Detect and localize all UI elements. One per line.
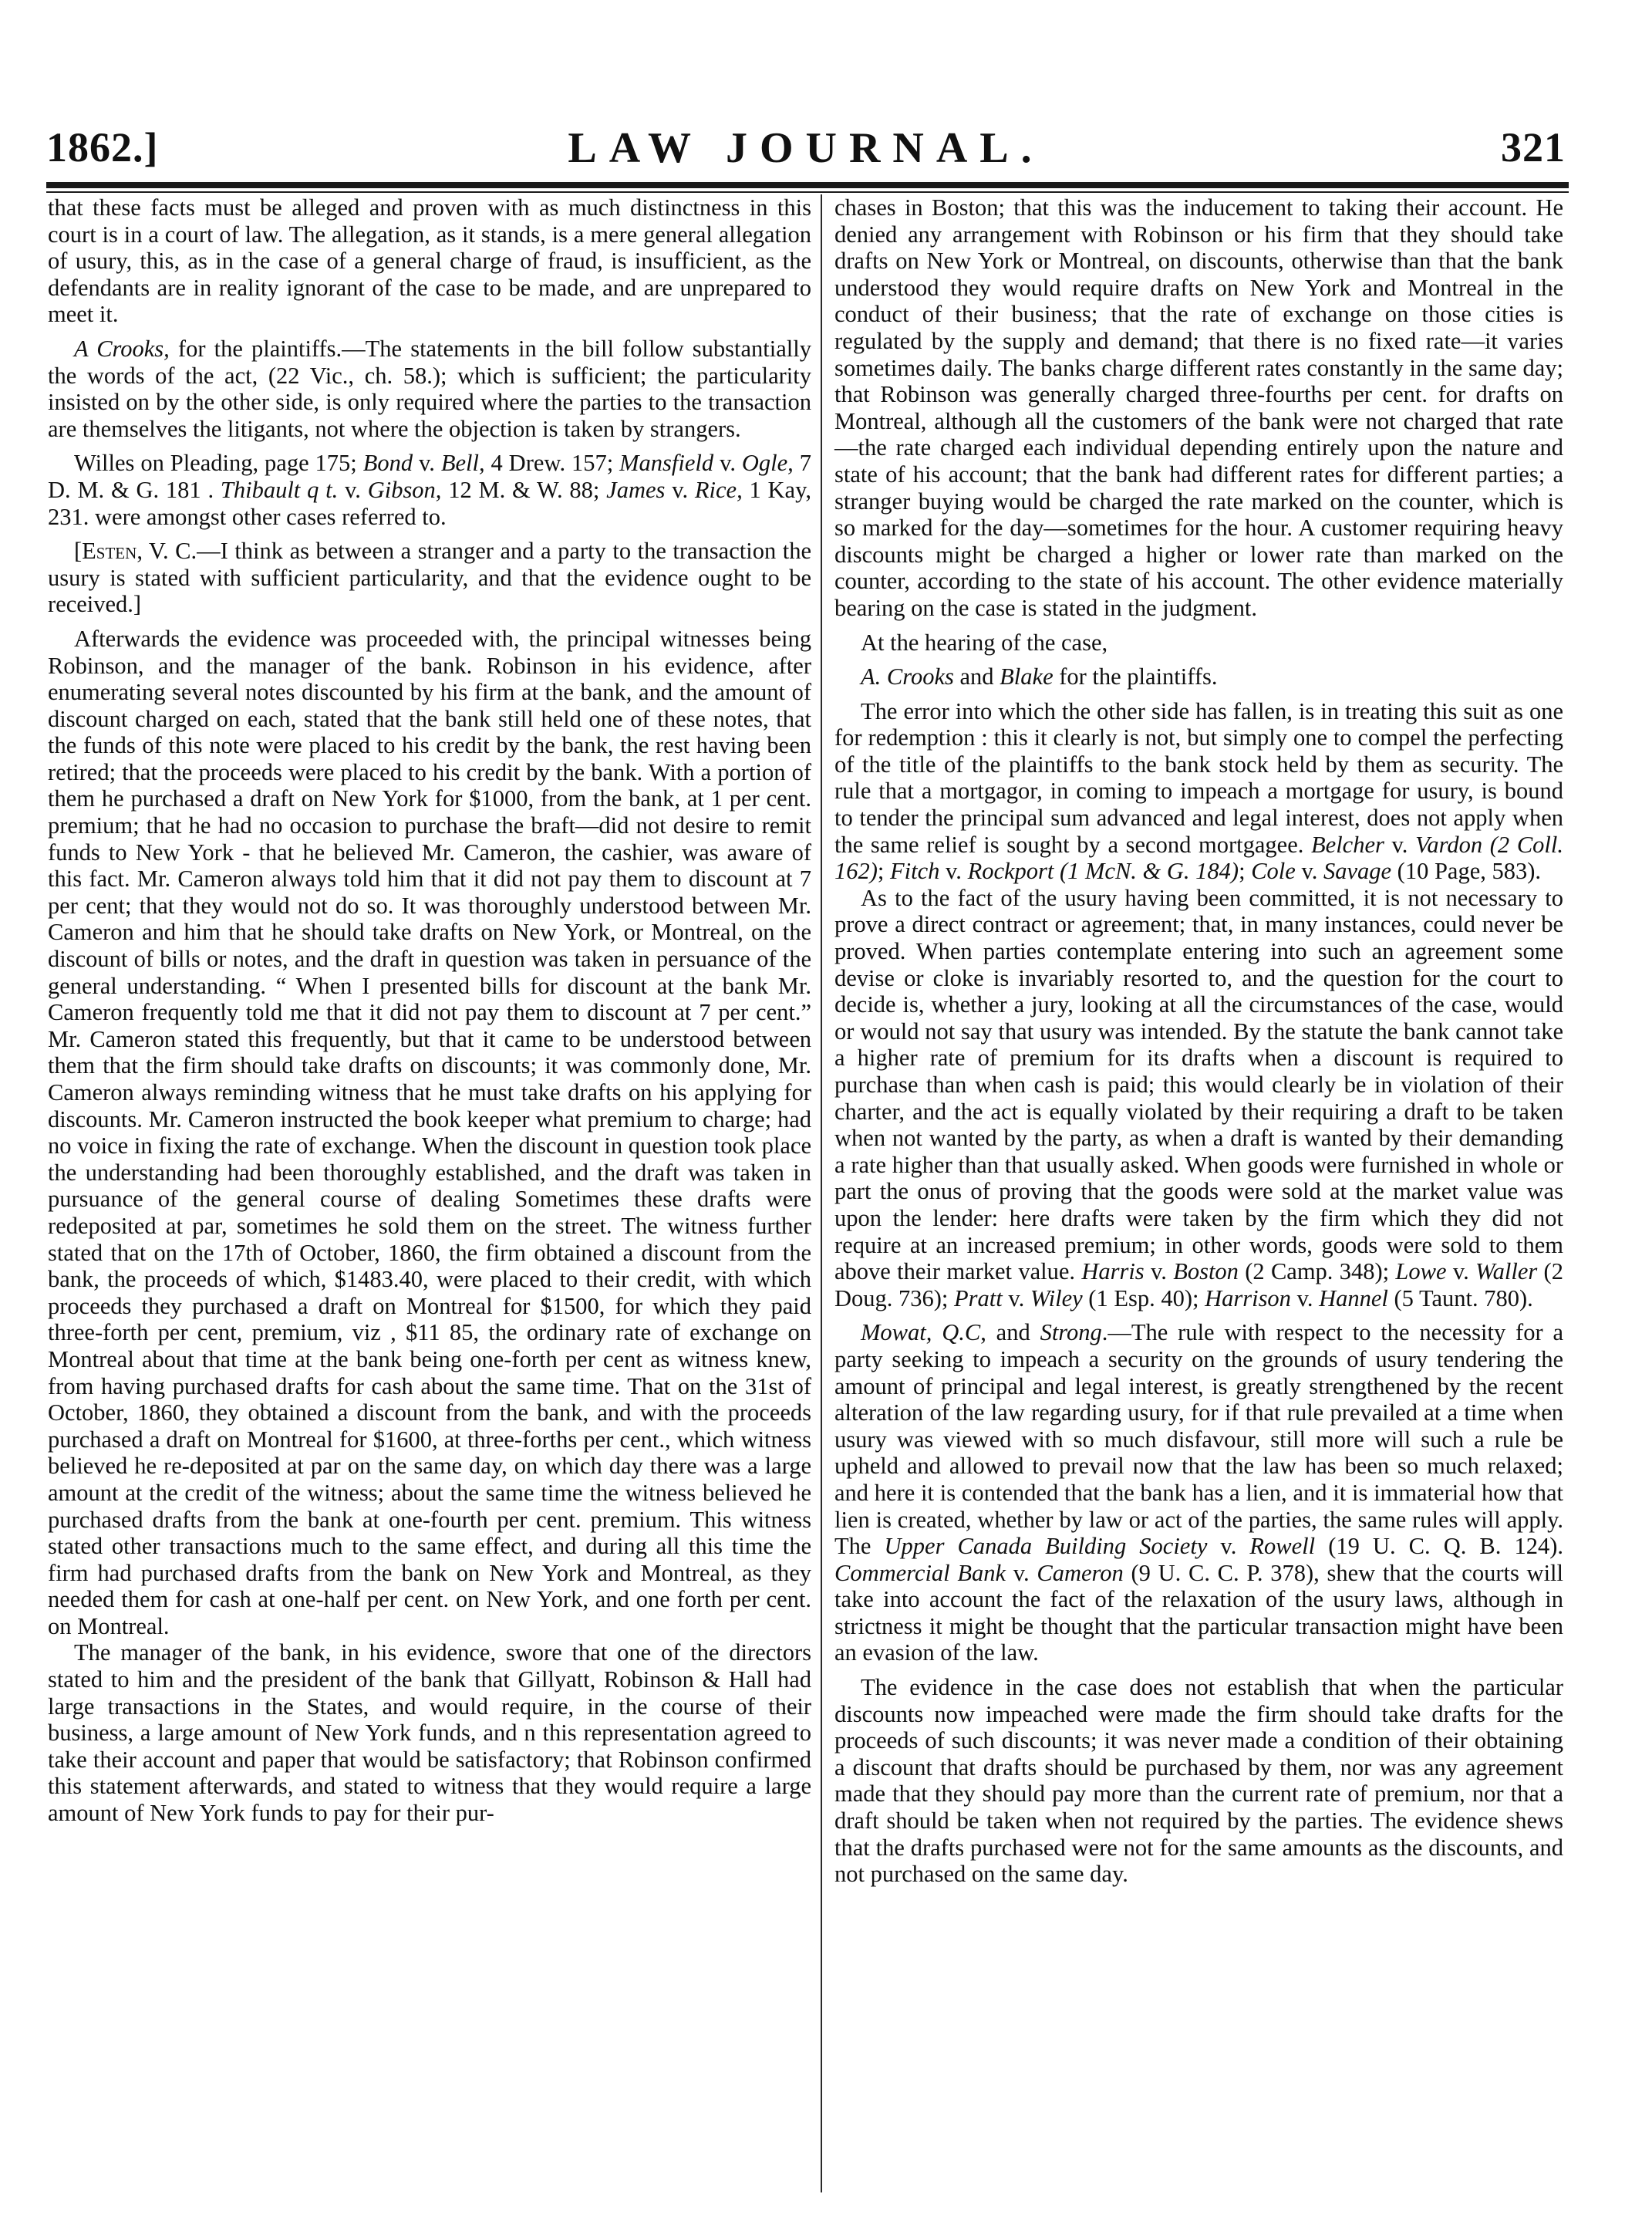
- text: v.: [338, 476, 368, 503]
- text: (9 U. C. C. P. 378), shew that the courts will take into account the fact of the relaxation of the usury laws, although in strictness it might be thought that the particular transaction might have been an evasion of the law.: [834, 1559, 1563, 1666]
- right-column: [834, 194, 1563, 1888]
- paragraph: [48, 336, 811, 442]
- counsel-name: A Crooks,: [74, 335, 170, 362]
- text: v.: [413, 450, 441, 477]
- paragraph: The evidence in the case does not establish that when the particular discounts now impeached were made the firm should take drafts for the proceeds of such discounts; it was never made a condition of their obtaining a discount that drafts should be purchased by them, nor was any agreement made that they should pay more than the current rate of premium, nor that a draft should be taken when not required by the parties. The evidence shews that the drafts purchased were not for the same amounts as the discounts, and not purchased on the same day.: [834, 1674, 1563, 1888]
- column-divider: [821, 194, 822, 2192]
- case-name: Rice,: [694, 476, 743, 503]
- paragraph: [834, 698, 1563, 885]
- text: 4 Drew. 157;: [484, 450, 620, 477]
- text: As to the fact of the usury having been committed, it is not necessary to prove a direct contract or agreement; that, in many instances, could never be proved. When parties contemplate entering into such an agreement some devise or cloke is invariably resorted to, and the question for the court to decide is, whether a jury, looking at all the circumstances of the case, would or would not say that usury was intended. By the statute the bank cannot take a higher rate of premium for its drafts when a discount is required to purchase than when cash is paid; this would clearly be in violation of their charter, and the act is equally violated by their requiring a draft to be taken when not wanted by the party, as when a draft is wanted by their demanding a rate higher than that usually asked. When goods were furnished in whole or part the onus of proving that the goods were sold at the market value was upon the lender: here drafts were taken by the firm which they did not require at an increased premium; in other words, goods were sold to them above their market value.: [834, 884, 1563, 1285]
- case-name: Belcher: [1311, 831, 1384, 858]
- text: v.: [1002, 1284, 1030, 1311]
- text: (2 Doug. 736);: [834, 1258, 1563, 1311]
- text: v.: [1207, 1533, 1250, 1560]
- text: Willes on Pleading, page 175;: [74, 450, 363, 477]
- case-name: Boston: [1173, 1258, 1239, 1285]
- paragraph: The manager of the bank, in his evidence, swore that one of the directors stated to him and the president of the bank that Gillyatt, Robinson & Hall had large transactions in the States, and would require, in the course of their business, a large amount of New York funds, and n this representation agreed to take their account and paper that would be satisfactory; that Robinson confirmed this statement afterwards, and stated to witness that they would require a large amount of New York funds to pay for their pur-: [48, 1639, 811, 1827]
- header-year: 1862.]: [46, 124, 159, 170]
- paragraph: Afterwards the evidence was proceeded with, the principal witnesses being Robinson, and the manager of the bank. Robinson in his evidence, after enumerating several notes discounted by his firm at the bank, and the amount of discount charged on each, stated that the bank still held one of these notes, that the funds of this note were placed to his credit by the bank, the rest having been retired; that the proceeds were placed to his credit by the bank. With a portion of them he purchased a draft on New York for $1000, from the bank, at 1 per cent. premium; that he had no occasion to purchase the braft—did not desire to remit funds to New York - that he believed Mr. Cameron, the cashier, was aware of this fact. Mr. Cameron always told him that it did not pay them to discount at 7 per cent; that they would not do so. It was thoroughly understood between Mr. Cameron and him that he should take drafts on New York, or Montreal, on the discount of bills or notes, and the draft in question was taken in persuance of the general understanding. “ When I presented bills for discount at the bank Mr. Cameron frequently told me that it did not pay them to discount at 7 per cent.” Mr. Cameron stated this frequently, but that it came to be understood between them that the firm should take drafts on discounts; it was commonly done, Mr. Cameron always reminding witness that he must take drafts on his applying for discounts. Mr. Cameron instructed the book keeper what premium to charge; had no voice in fixing the rate of exchange. When the discount in question took place the understanding had been thoroughly established, and the draft was taken in pursuance of the general course of dealing Sometimes these drafts were redeposited at par, sometimes he sold them on the street. The witness further stated that on the 17th of October, 1860, the firm obtained a discount from the bank, the proceeds of which, $1483.40, were placed to their credit, with which proceeds they purchased a draft on Montreal for $1500, for which they paid three-forth per cent, premium, viz , $11 85, the ordinary rate of exchange on Montreal about that time at the bank being one-forth per cent as witness knew, from having purchased drafts for cash about the same time. That on the 31st of October, 1860, they obtained a discount from the bank, and with the proceeds purchased a draft on Montreal for $1600, at three-forths per cent., which witness believed he re-deposited at par on the same day, on which day there was a large amount at the credit of the witness; about the same time the witness believed he purchased drafts from the bank at one-fourth per cent. premium. This witness stated other transactions much to the same effect, and during all this time the firm had purchased drafts from the bank on New York and Montreal, as they needed them for cash at one-half per cent. on New York, and one forth per cent. on Montreal.: [48, 625, 811, 1639]
- case-name: Vardon (2 Coll. 162): [834, 831, 1564, 885]
- text: v.: [665, 476, 695, 503]
- text: v.: [1446, 1258, 1476, 1285]
- case-name: Wiley: [1030, 1284, 1083, 1311]
- text: v.: [1144, 1258, 1174, 1285]
- text: v.: [939, 858, 968, 885]
- text: [: [74, 538, 83, 565]
- case-name: Harrison: [1205, 1284, 1291, 1311]
- counsel-paragraph: [834, 663, 1563, 690]
- case-name: Cameron: [1037, 1559, 1124, 1586]
- text: v.: [1384, 831, 1416, 858]
- paragraph: [834, 1319, 1563, 1666]
- case-name: Pratt: [954, 1284, 1003, 1311]
- paragraph: At the hearing of the case,: [861, 629, 1108, 656]
- journal-title: LAW JOURNAL.: [568, 124, 1044, 172]
- case-name: Thibault q t.: [220, 476, 339, 503]
- case-name: Rowell: [1249, 1533, 1316, 1560]
- text: 1 Kay, 231. were amongst other cases referred to.: [48, 476, 811, 530]
- case-name: Ogle,: [741, 450, 794, 477]
- text: .—The rule with respect to the necessity for a party seeking to impeach a security on the grounds of usury tendering the amount of principal and legal interest, is greatly strengthened by the recent alteration of the law regarding usury, for if that rule prevailed at a time when usury was viewed with so much disfavour, still more will such a rule be upheld and allowed to prevail now that the law has been so much relaxed; and here it is contended that the bank has a lien, and it is immaterial how that lien is created, whether by law or act of the parties, the same rules will apply. The: [834, 1319, 1563, 1560]
- case-name: Harris: [1081, 1258, 1145, 1285]
- text: 7 D. M. & G. 181 .: [48, 450, 811, 503]
- text: The error into which the other side has fallen, is in treating this suit as one for redemption : this it clearly is not, but simply one to compel the perfecting of the title of the plaintiffs to the bank stock held by them as security. The rule that a mortgagor, in coming to impeach a mortgage for usury, is bound to tender the principal sum advanced and legal interest, does not apply when the same relief is sought by a second mortgagee.: [834, 697, 1563, 858]
- text: 12 M. & W. 88;: [441, 476, 607, 503]
- text: , and: [980, 1319, 1040, 1346]
- text: for the plaintiffs.: [1053, 663, 1218, 690]
- case-name: Waller: [1475, 1258, 1538, 1285]
- counsel-name: Mowat, Q.C: [861, 1319, 981, 1346]
- text: ;: [1239, 858, 1252, 885]
- text: (19 U. C. Q. B. 124).: [1315, 1533, 1563, 1560]
- case-name: Bond: [362, 450, 413, 477]
- paragraph: [834, 885, 1563, 1312]
- counsel-name: Strong: [1040, 1319, 1102, 1346]
- judge-ruling-paragraph: [48, 538, 811, 618]
- case-name: Savage: [1323, 858, 1392, 885]
- paragraph-text: for the plaintiffs.—The statements in the bill follow substantially the words of the act, (22 Vic., ch. 58.); which is sufficient; the particularity insisted on by the other side, is only required where the parties to the transaction are themselves the litigants, not where the objection is taken by strangers.: [48, 335, 811, 442]
- text: v.: [1290, 1284, 1320, 1311]
- citations-paragraph: [48, 450, 811, 530]
- text: v.: [713, 450, 742, 477]
- counsel-name: Blake: [1000, 663, 1054, 690]
- page-header: [46, 123, 1566, 177]
- case-name: Upper Canada Building Society: [884, 1533, 1208, 1560]
- counsel-name: A. Crooks: [861, 663, 954, 690]
- case-name: Gibson,: [367, 476, 442, 503]
- case-name: Cole: [1251, 858, 1296, 885]
- judge-name: Esten: [82, 538, 137, 565]
- text: (2 Camp. 348);: [1238, 1258, 1396, 1285]
- case-name: James: [606, 476, 666, 503]
- text: , V. C.—I think as between a stranger and a party to the transaction the usury is stated with sufficient particularity, and that the evidence ought to be received.]: [48, 538, 811, 618]
- page-number: 321: [1501, 124, 1566, 170]
- header-rule: [46, 182, 1569, 188]
- text: (5 Taunt. 780).: [1387, 1284, 1533, 1311]
- header-rule-thin: [46, 191, 1569, 193]
- case-name: Fitch: [890, 858, 940, 885]
- case-name: Rockport (1 McN. & G. 184): [967, 858, 1239, 885]
- case-name: Lowe: [1395, 1258, 1447, 1285]
- paragraph: that these facts must be alleged and proven with as much distinctness in this court is in a court of law. The allegation, as it stands, is a mere general allegation of usury, this, as in the case of a general charge of fraud, is insufficient, as the defendants are in reality ignorant of the case to be made, and are unprepared to meet it.: [48, 194, 811, 328]
- text: (10 Page, 583).: [1391, 858, 1542, 885]
- text: and: [953, 663, 1000, 690]
- case-name: Bell,: [440, 450, 485, 477]
- text: v.: [1295, 858, 1323, 885]
- case-name: Commercial Bank: [834, 1559, 1006, 1586]
- paragraph: chases in Boston; that this was the inducement to taking their account. He denied any arrangement with Robinson or his firm that they should take drafts on New York or Montreal, on discounts, otherwise than that the bank understood they would require drafts on New York and Montreal in the conduct of their business; that the rate of exchange on those cities is regulated by the supply and demand; that there is no fixed rate—it varies sometimes daily. The banks charge different rates constantly in the same day; that Robinson was generally charged three-fourths per cent. for drafts on Montreal, although all the customers of the bank were not charged that rate—the rate charged each individual depending entirely upon the nature and state of his account; that the bank had different rates for different parties; a stranger buying would be charged the rate marked on the counter, which is so marked for the day—sometimes for the hour. A customer requiring heavy discounts might be charged a higher or lower rate than marked on the counter, according to the state of his account. The other evidence materially bearing on the case is stated in the judgment.: [834, 194, 1563, 621]
- text: v.: [1006, 1559, 1037, 1586]
- case-name: Hannel: [1319, 1284, 1388, 1311]
- case-name: Mansfield: [619, 450, 714, 477]
- text: ;: [877, 858, 891, 885]
- text: (1 Esp. 40);: [1082, 1284, 1205, 1311]
- left-column: [48, 194, 811, 1827]
